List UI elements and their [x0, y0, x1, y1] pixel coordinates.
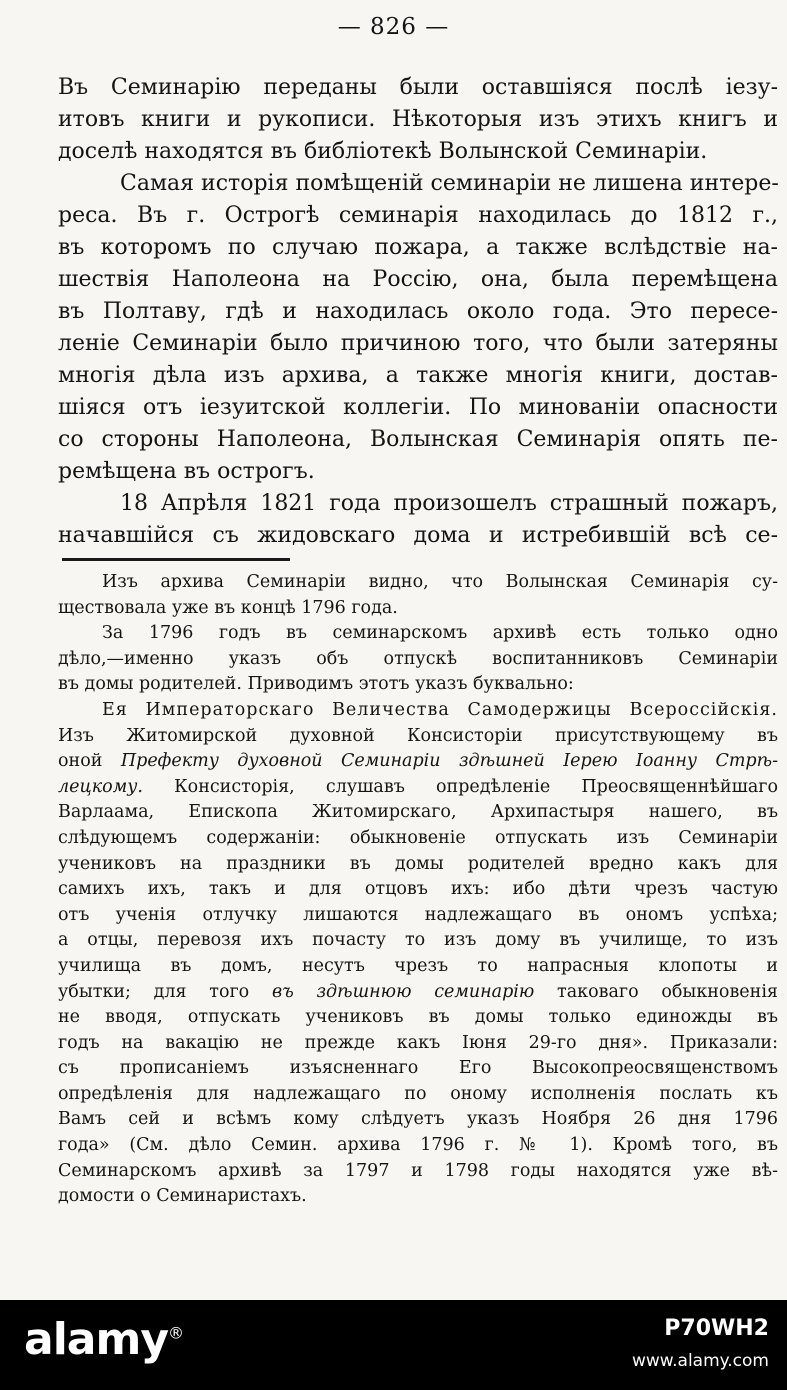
banner-info: [632, 1316, 769, 1371]
stock-watermark-banner: [0, 1300, 787, 1390]
footnote-line: слѣдующемъ содержаніи: обыкновеніе отпускать изъ Семинаріи: [58, 827, 778, 848]
footnote-text: убытки; для того: [58, 981, 250, 1002]
footnote: [58, 570, 778, 1210]
footnote-line: дѣло,—именно указъ объ отпускѣ воспитанниковъ Семинаріи: [58, 648, 778, 669]
footnote-line: не вводя, отпускать учениковъ въ домы только единожды въ: [58, 1007, 778, 1028]
footnote-line: [58, 775, 778, 801]
footnote-line: Ея Императорскаго Величества Самодержицы Всероссійскія.: [102, 699, 778, 720]
text-line: ремѣщена въ острогъ.: [58, 459, 315, 484]
footnote-line: ществовала уже въ концѣ 1796 года.: [58, 597, 398, 618]
footnote-line: Семинарскомъ архивѣ за 1797 и 1798 годы находятся уже вѣ-: [58, 1160, 778, 1181]
text-line: Самая исторія помѣщеній семинаріи не лишена интере-: [120, 171, 779, 196]
text-line: реса. Въ г. Острогѣ семинарія находилась до 1812 г.,: [58, 203, 778, 228]
footnote-italic: въ здѣшнюю семинарію: [271, 981, 535, 1002]
footnote-line: опредѣленія для надлежащаго по оному исполненія послать къ: [58, 1083, 778, 1104]
text-line: шіяся отъ іезуитской коллегіи. По минованіи опасности: [58, 395, 778, 420]
footnote-line: въ домы родителей. Приводимъ этотъ указъ буквально:: [58, 674, 574, 695]
footnote-line: годъ на вакацію не прежде какъ Іюня 29-го дня». Приказали:: [58, 1032, 778, 1053]
page-number: — 826 —: [337, 14, 450, 40]
footnote-line: самихъ ихъ, такъ и для отцовъ ихъ: ибо дѣти чрезъ частую: [58, 879, 778, 900]
footnote-line: Вамъ сей и всѣмъ кому слѣдуетъ указъ Ноября 26 дня 1796: [58, 1109, 778, 1130]
footnote-line: Изъ Житомирской духовной Консисторіи присутствующему въ: [58, 725, 778, 746]
alamy-logo-text: alamy: [24, 1314, 168, 1365]
footnote-text: оной: [58, 751, 103, 772]
footnote-line: [58, 749, 778, 775]
footnote-line: Варлаама, Епископа Житомирскаго, Архипастыря нашего, въ: [58, 802, 778, 823]
text-line: леніе Семинаріи было причиною того, что были затеряны: [58, 331, 778, 356]
footnote-line: Изъ архива Семинаріи видно, что Волынская Семинарія су-: [102, 572, 778, 592]
text-line: въ которомъ по случаю пожара, а также вслѣдствіе на-: [58, 235, 778, 260]
footnote-separator: [62, 558, 290, 561]
image-id: P70WH2: [664, 1316, 769, 1341]
footnote-italic: лецкому.: [58, 776, 143, 797]
footnote-text: таковаго обыкновенія: [557, 981, 778, 1002]
footnote-line: За 1796 годъ въ семинарскомъ архивѣ есть только одно: [102, 623, 778, 644]
text-line: Въ Семинарію переданы были оставшіяся послѣ іезу-: [58, 75, 778, 100]
footnote-line: учениковъ на праздники въ домы родителей вредно какъ для: [58, 853, 778, 874]
footnote-line: а отцы, перевозя ихъ почасту то изъ дому въ училище, то изъ: [58, 930, 778, 951]
text-line: многія дѣла изъ архива, а также многія книги, достав-: [58, 363, 778, 388]
text-line: доселѣ находятся въ библіотекѣ Волынской Семинаріи.: [58, 139, 708, 164]
footnote-line: съ прописаніемъ изъясненнаго Его Высокопреосвященствомъ: [58, 1058, 778, 1079]
footnote-line: домости о Семинаристахъ.: [58, 1186, 307, 1207]
banner-url: www.alamy.com: [631, 1351, 769, 1371]
main-text: [58, 72, 778, 552]
text-line: шествія Наполеона на Россію, она, была перемѣщена: [58, 267, 778, 292]
text-line: со стороны Наполеона, Волынская Семинарія опять пе-: [58, 427, 778, 452]
text-line: 18 Апрѣля 1821 года произошелъ страшный пожаръ,: [120, 491, 778, 516]
footnote-line: отъ ученія отлучку лишаются надлежащаго въ ономъ успѣха;: [58, 904, 778, 925]
footnote-line: [58, 980, 778, 1006]
footnote-text: Консисторія, слушавъ опредѣленіе Преосвященнѣйшаго: [174, 776, 778, 797]
text-line: итовъ книги и рукописи. Нѣкоторыя изъ этихъ книгъ и: [58, 107, 778, 132]
text-line: начавшійся съ жидовскаго дома и истребившій всѣ се-: [58, 523, 778, 548]
footnote-line: училища въ домъ, несутъ чрезъ то напрасныя клопоты и: [58, 955, 778, 976]
footnote-line: года» (См. дѣло Семин. архива 1796 г. № 1). Кромѣ того, въ: [58, 1135, 778, 1156]
text-line: въ Полтаву, гдѣ и находилась около года. Это пересе-: [58, 299, 778, 324]
registered-mark-icon: ®: [168, 1323, 183, 1343]
footnote-italic: Префекту духовной Семинаріи здѣшней Іерею Іоанну Стрѣ-: [120, 751, 778, 772]
alamy-logo: [24, 1314, 183, 1365]
